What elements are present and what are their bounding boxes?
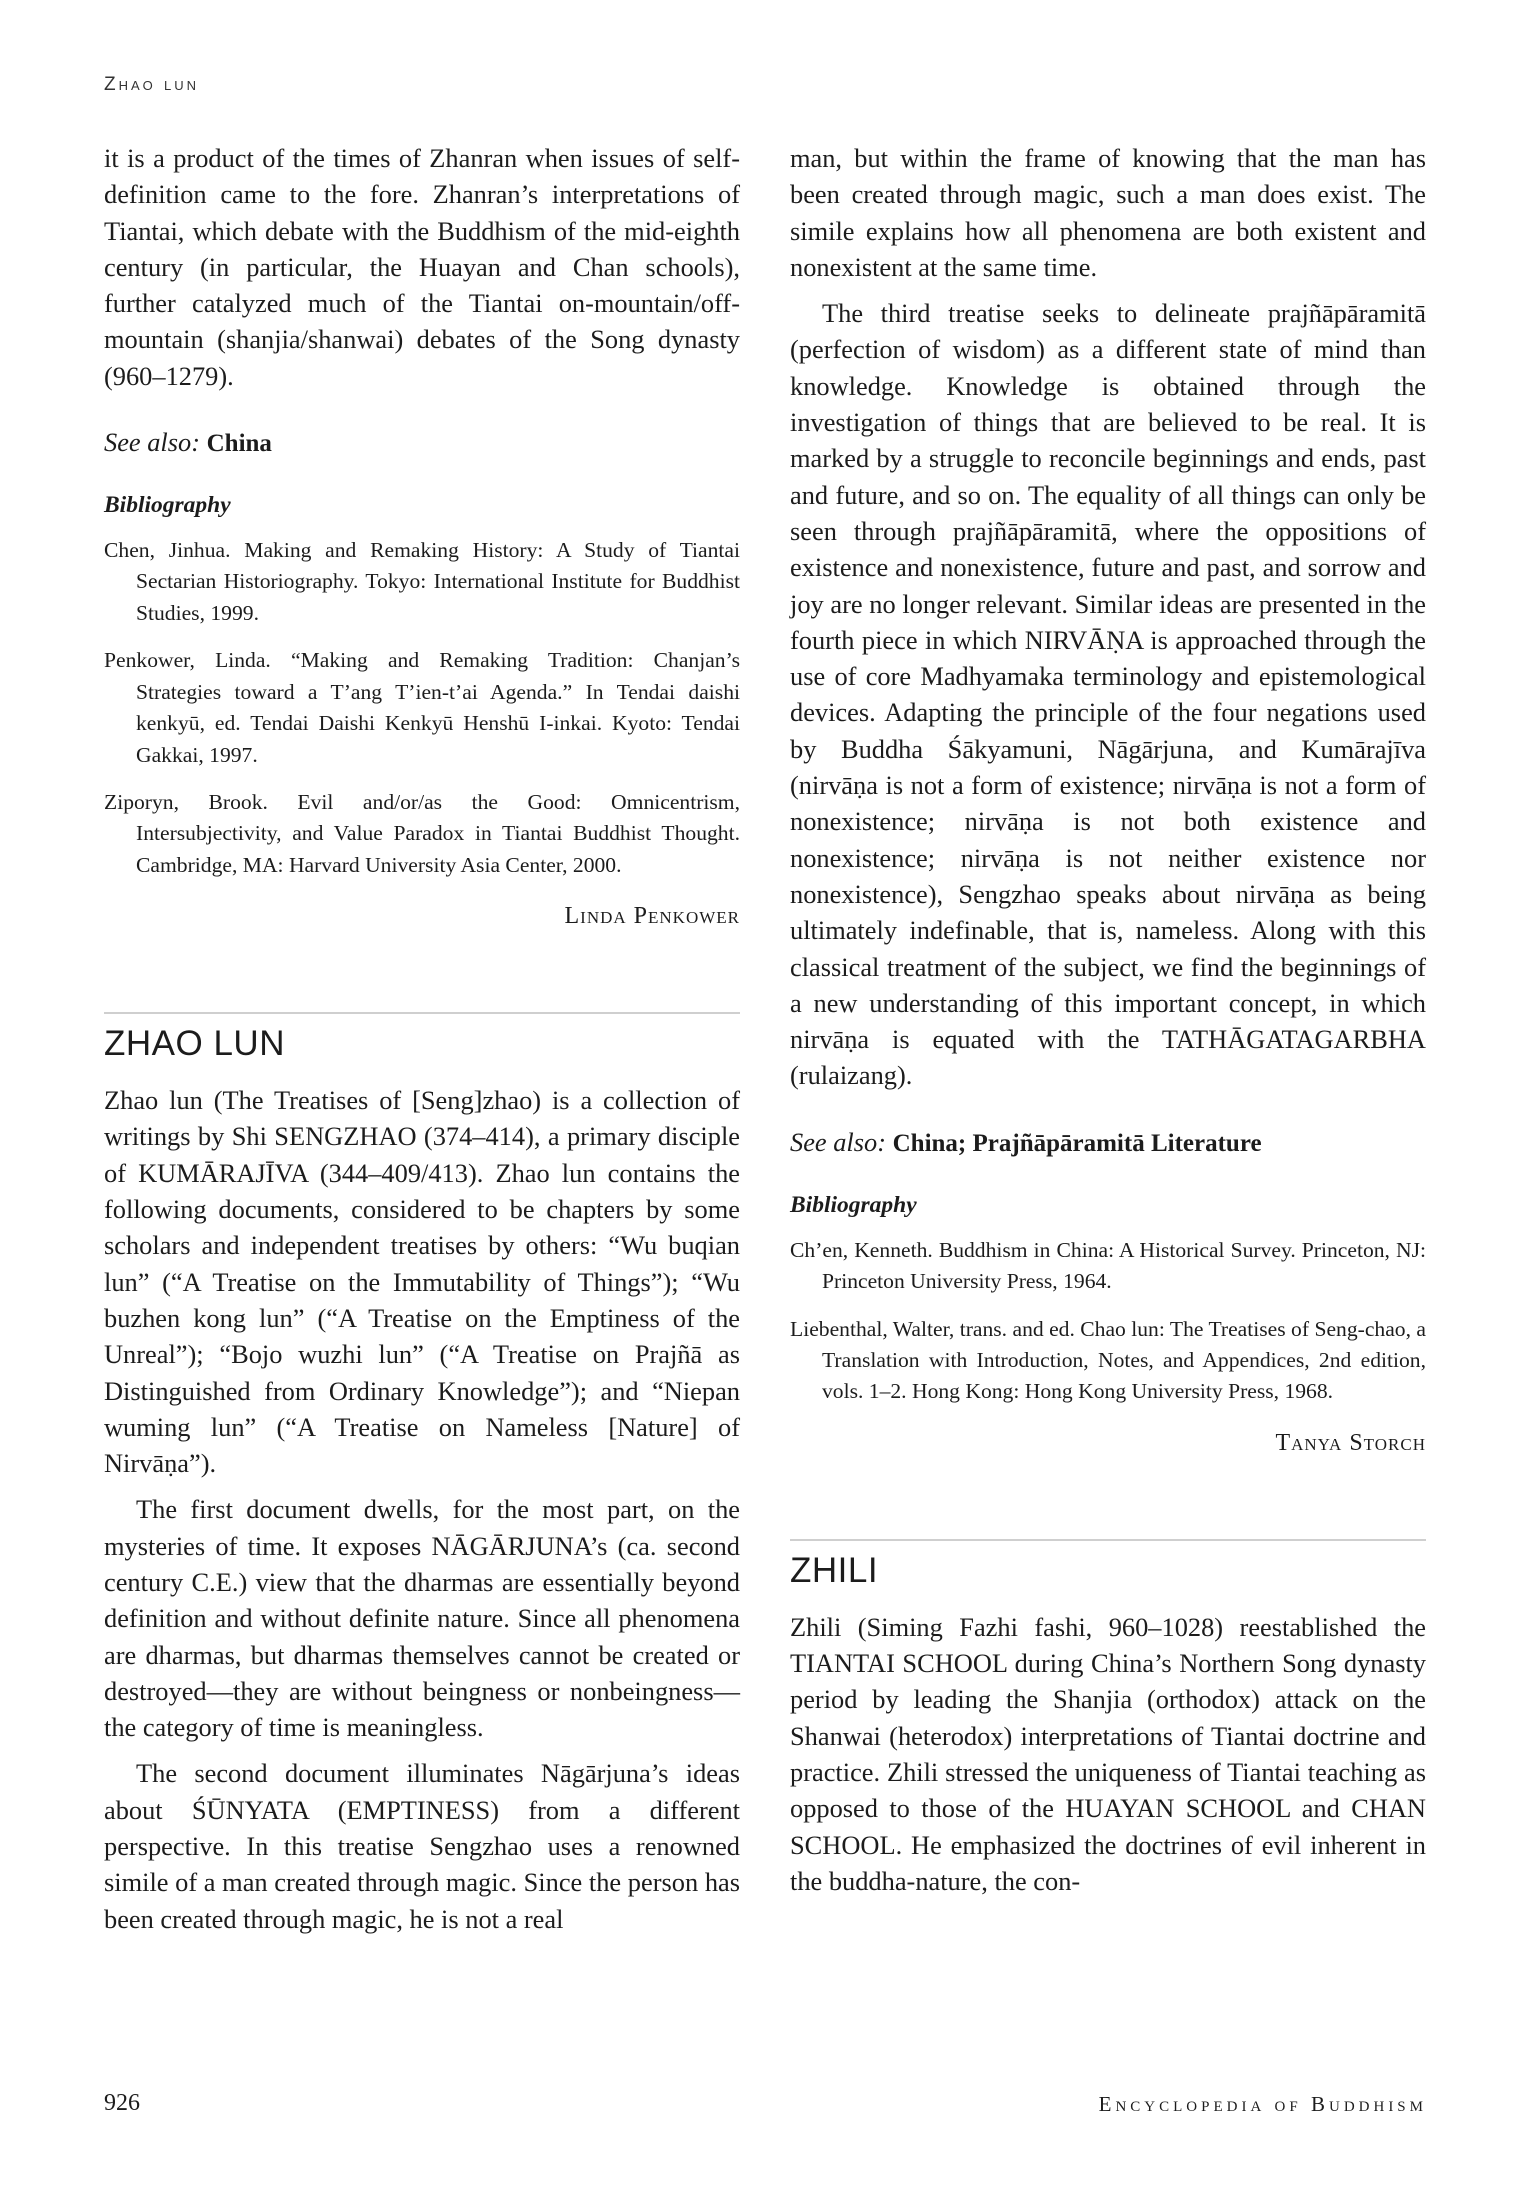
- see-also-label: See also:: [104, 427, 201, 458]
- running-head: Zhao lun: [104, 74, 200, 95]
- see-also-link[interactable]: China; Prajñāpāramitā Literature: [892, 1129, 1262, 1157]
- right-column: [790, 140, 1426, 1899]
- see-also-link[interactable]: China: [206, 430, 272, 458]
- see-also-zhao-lun: [790, 1124, 1426, 1162]
- zhao-lun-paragraph: The second document illuminates Nāgārjuna’s ideas about ŚŪNYATA (EMPTINESS) from a different perspective. In this treatise Sengzhao uses a renowned simile of a man created through magic. Since the person has been created through magic, he is not a real: [104, 1758, 740, 1934]
- zhao-lun-paragraph: The first document dwells, for the most part, on the mysteries of time. It exposes NĀGĀRJUNA’s (ca. second century C.E.) view that the dharmas are essentially beyond definition and without definite nature. Since all phenomena are dharmas, but dharmas themselves cannot be created or destroyed—they are without beingness or nonbeingness—the category of time is meaningless.: [104, 1494, 740, 1743]
- bibliography-entry: Ziporyn, Brook. Evil and/or/as the Good: Omnicentrism, Intersubjectivity, and Value Paradox in Tiantai Buddhist Thought. Cambridge, MA: Harvard University Asia Center, 2000.: [104, 789, 740, 877]
- bibliography-heading: Bibliography: [104, 492, 231, 519]
- continued-paragraph: it is a product of the times of Zhanran when issues of self-definition came to the fore. Zhanran’s interpretations of Tiantai, which debate with the Buddhism of the mid-eighth century (in particular, the Huayan and Chan schools), further catalyzed much of the Tiantai on-mountain/off-mountain (shanjia/shanwai) debates of the Song dynasty (960–1279).: [104, 143, 740, 391]
- book-title: Encyclopedia of Buddhism: [1098, 2092, 1427, 2116]
- bibliography-entry: Chen, Jinhua. Making and Remaking History: A Study of Tiantai Sectarian Historiography. Tokyo: International Institute for Buddhist Studies, 1999.: [104, 538, 740, 625]
- section-divider: [104, 1012, 740, 1014]
- author-signature: Linda Penkower: [564, 903, 740, 930]
- page-number: 926: [104, 2090, 140, 2116]
- see-also-label: See also:: [790, 1126, 887, 1157]
- author-signature: Tanya Storch: [1275, 1429, 1426, 1456]
- entry-title-zhao-lun: ZHAO LUN: [104, 1024, 285, 1064]
- see-also-china: [104, 424, 740, 462]
- section-divider: [790, 1539, 1426, 1541]
- bibliography-heading: Bibliography: [790, 1191, 917, 1218]
- bibliography-entry: Penkower, Linda. “Making and Remaking Tradition: Chanjan’s Strategies toward a T’ang T’ien-t’ai Agenda.” In Tendai daishi kenkyū, ed. Tendai Daishi Kenkyū Henshū I-inkai. Kyoto: Tendai Gakkai, 1997.: [104, 648, 740, 767]
- left-column: [104, 140, 740, 1937]
- bibliography-entry: Ch’en, Kenneth. Buddhism in China: A Historical Survey. Princeton, NJ: Princeton University Press, 1964.: [790, 1237, 1426, 1294]
- zhao-lun-paragraph: The third treatise seeks to delineate prajñāpāramitā (perfection of wisdom) as a different state of mind than knowledge. Knowledge is obtained through the investigation of things that are believed to be real. It is marked by a struggle to reconcile beginnings and ends, past and future, and so on. The equality of all things can only be seen through prajñāpāramitā, where the oppositions of existence and nonexistence, future and past, and sorrow and joy are no longer relevant. Similar ideas are presented in the fourth piece in which NIRVĀṆA is approached through the use of core Madhyamaka terminology and epistemological devices. Adapting the principle of the four negations used by Buddha Śākyamuni, Nāgārjuna, and Kumārajīva (nirvāṇa is not a form of existence; nirvāṇa is not a form of nonexistence; nirvāṇa is not both existence and nonexistence; nirvāṇa is not neither existence nor nonexistence), Sengzhao speaks about nirvāṇa as being ultimately indefinable, that is, nameless. Along with this classical treatment of the subject, we find the beginnings of a new understanding of this important concept, in which nirvāṇa is equated with the TATHĀGATAGARBHA (rulaizang).: [790, 298, 1426, 1091]
- zhao-lun-paragraph: man, but within the frame of knowing that the man has been created through magic, such a man does exist. The simile explains how all phenomena are both existent and nonexistent at the same time.: [790, 143, 1426, 282]
- zhili-paragraph: Zhili (Siming Fazhi fashi, 960–1028) reestablished the TIANTAI SCHOOL during China’s Northern Song dynasty period by leading the Shanjia (orthodox) attack on the Shanwai (heterodox) interpretations of Tiantai doctrine and practice. Zhili stressed the uniqueness of Tiantai teaching as opposed to those of the HUAYAN SCHOOL and CHAN SCHOOL. He emphasized the doctrines of evil inherent in the buddha-nature, the con-: [790, 1611, 1426, 1896]
- entry-title-zhili: ZHILI: [790, 1550, 879, 1590]
- bibliography-entry: Liebenthal, Walter, trans. and ed. Chao lun: The Treatises of Seng-chao, a Translation with Introduction, Notes, and Appendices, 2nd edition, vols. 1–2. Hong Kong: Hong Kong University Press, 1968.: [790, 1316, 1426, 1404]
- zhao-lun-paragraph: Zhao lun (The Treatises of [Seng]zhao) is a collection of writings by Shi SENGZHAO (374–414), a primary disciple of KUMĀRAJĪVA (344–409/413). Zhao lun contains the following documents, considered to be chapters by some scholars and independent treatises by others: “Wu buqian lun” (“A Treatise on the Immutability of Things”); “Wu buzhen kong lun” (“A Treatise on the Emptiness of the Unreal”); “Bojo wuzhi lun” (“A Treatise on Prajñā as Distinguished from Ordinary Knowledge”); and “Niepan wuming lun” (“A Treatise on Nameless [Nature] of Nirvāṇa”).: [104, 1085, 740, 1479]
